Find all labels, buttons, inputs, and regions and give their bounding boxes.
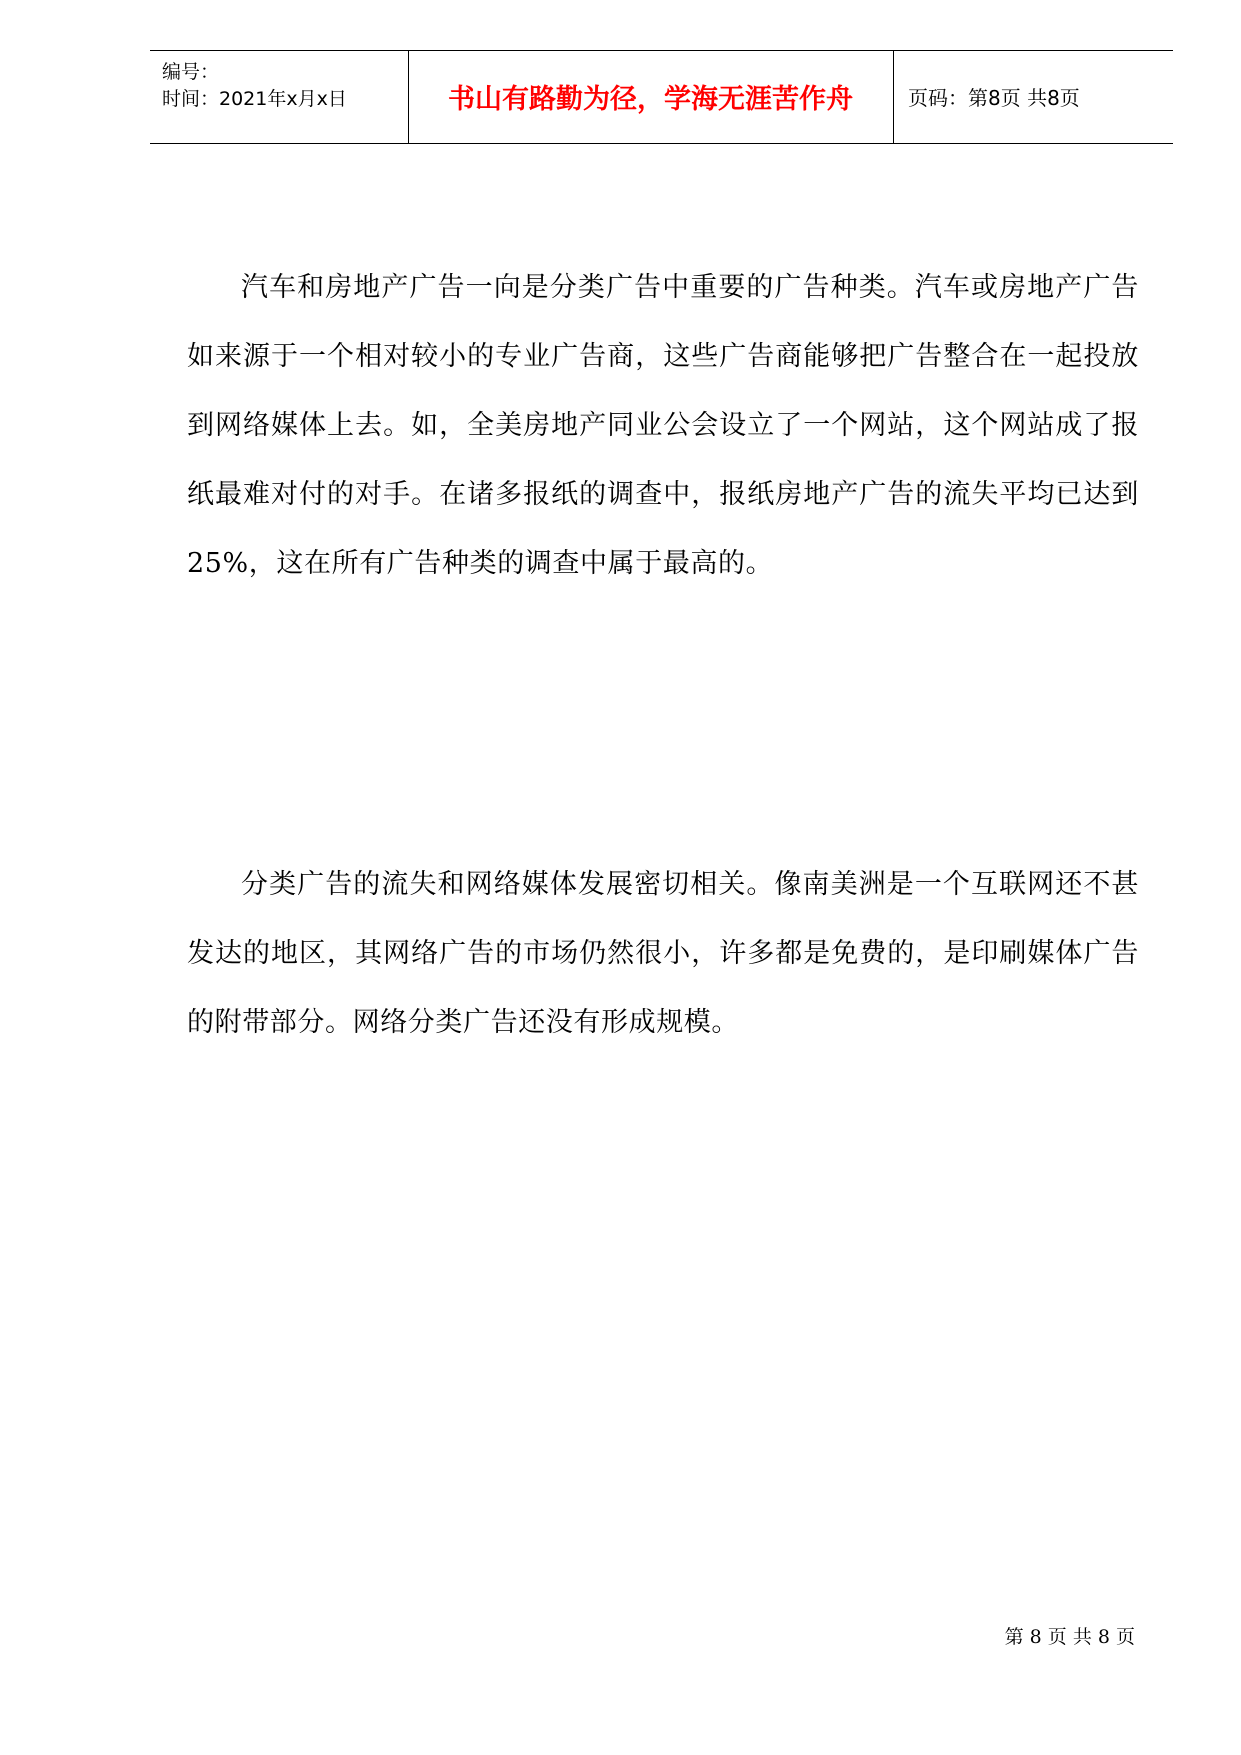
- header-meta: [162, 59, 347, 113]
- paragraph-text: 汽车和房地产广告一向是分类广告中重要的广告种类。汽车或房地产广告如来源于一个相对较小的专业广告商，这些广告商能够把广告整合在一起投放到网络媒体上去。如，全美房地产同业公会设立了一个网站，这个网站成了报纸最难对付的对手。在诸多报纸的调查中，报纸房地产广告的流失平均已达到25%，这在所有广告种类的调查中属于最高的。: [187, 272, 1139, 579]
- body-paragraph-2: [187, 850, 1139, 1057]
- header-divider: [893, 51, 894, 143]
- page-footer: 第 8 页 共 8 页: [1004, 1626, 1135, 1648]
- body-paragraph-1: [187, 253, 1139, 598]
- paragraph-text: 分类广告的流失和网络媒体发展密切相关。像南美洲是一个互联网还不甚发达的地区，其网络广告的市场仍然很小，许多都是免费的，是印刷媒体广告的附带部分。网络分类广告还没有形成规模。: [187, 869, 1139, 1038]
- document-time-label: 时间：2021年x月x日: [162, 88, 347, 110]
- header-page-number: 页码：第8页 共8页: [908, 86, 1080, 110]
- page-header: [150, 50, 1173, 144]
- header-motto: 书山有路勤为径，学海无涯苦作舟: [448, 84, 853, 115]
- document-number-label: 编号：: [162, 61, 220, 83]
